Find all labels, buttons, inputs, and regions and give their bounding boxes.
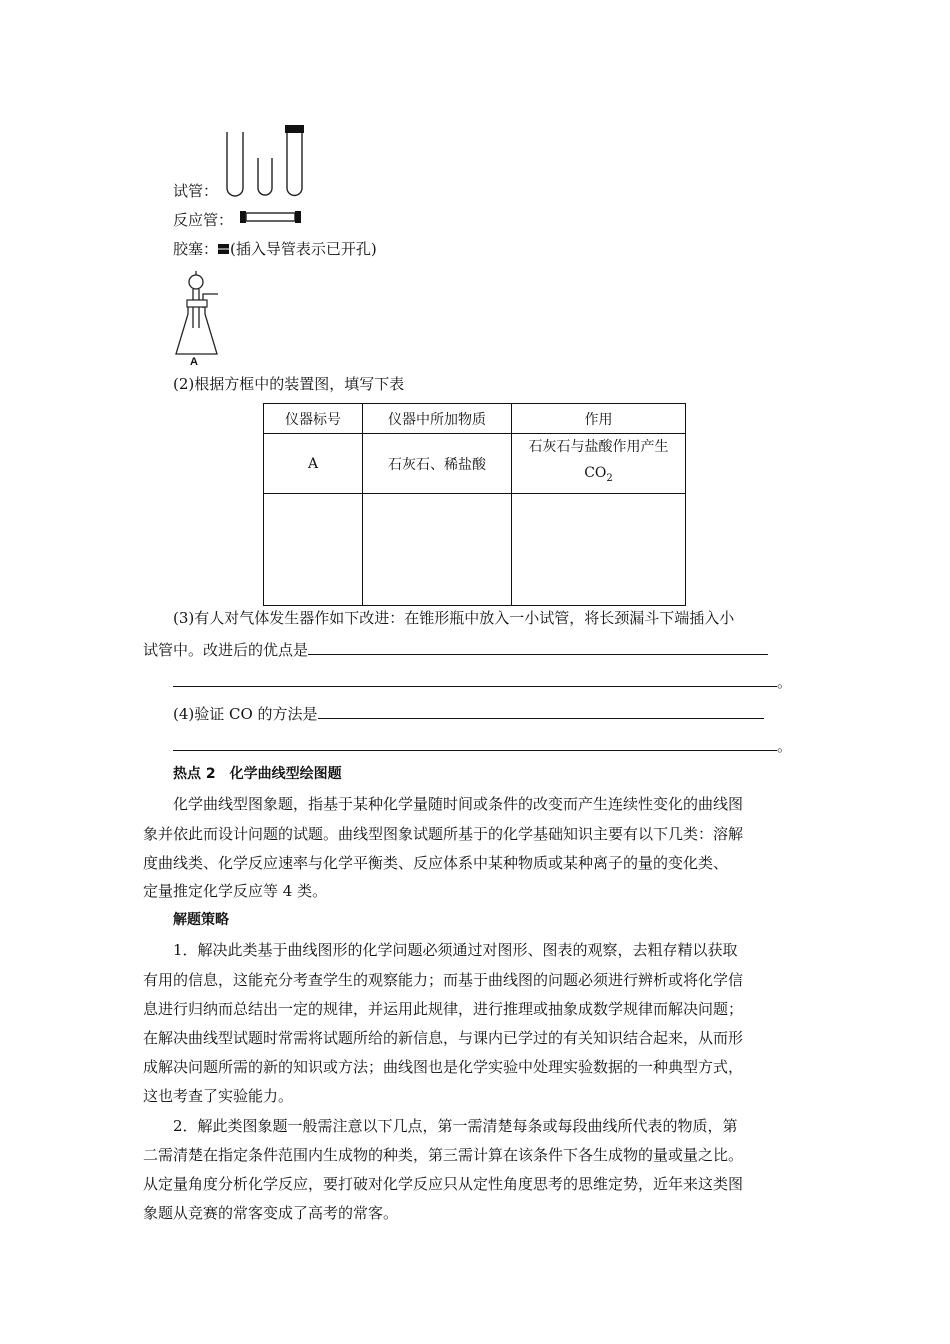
strategy1-line: 息进行归纳而总结出一定的规律，并运用此规律，进行推理或抽象成数学规律而解决问题；: [143, 1000, 744, 1018]
strategy2-line: 二需清楚在指定条件范围内生成物的种类，第三需计算在该条件下各生成物的量或量之比。: [143, 1146, 744, 1164]
paragraph-line: 定量推定化学反应等 4 类。: [143, 882, 328, 900]
stopper-label: 胶塞：: [173, 240, 219, 258]
table-row-empty: [264, 494, 686, 606]
reaction-tube-icon: [240, 209, 302, 225]
paragraph-line: 度曲线类、化学反应速率与化学平衡类、反应体系中某种物质或某种离子的量的变化类、: [143, 854, 729, 872]
strategy2-line: 象题从竞赛的常客变成了高考的常客。: [143, 1204, 399, 1222]
strategy1-line: 在解决曲线型试题时常需将试题所给的新信息，与课内已学过的有关知识结合起来，从而形: [143, 1029, 744, 1047]
paragraph-line: 化学曲线型图象题，指基于某种化学量随时间或条件的改变而产生连续性变化的曲线图: [173, 795, 744, 813]
row-substance: 石灰石、稀盐酸: [363, 434, 512, 494]
test-tubes-icon: [222, 122, 307, 198]
paragraph-line: 象并依此而设计问题的试题。曲线型图象试题所基于的化学基础知识主要有以下几类：溶解: [143, 825, 744, 843]
q4-answer-blank-1[interactable]: [318, 704, 764, 719]
strategy1-line: 有用的信息，这能充分考查学生的观察能力；而基于曲线图的问题必须进行辨析或将化学信: [143, 971, 744, 989]
q3-answer-blank-2[interactable]: [173, 672, 777, 687]
conical-flask-icon: [174, 270, 224, 370]
header-purpose: 作用: [512, 404, 686, 434]
stopper-line: [173, 238, 377, 259]
q3-line2: [143, 640, 808, 660]
blank-substance-cell[interactable]: [363, 494, 512, 606]
blank-id-cell[interactable]: [264, 494, 363, 606]
q2-prompt: (2)根据方框中的装置图，填写下表: [173, 375, 405, 393]
row-purpose-sub: 2: [606, 472, 613, 484]
table-header-row: [264, 404, 686, 434]
strategy1-line: 成解决问题所需的新的知识或方法；曲线图也是化学实验中处理实验数据的一种典型方式，: [143, 1058, 744, 1076]
stopper-note: (插入导管表示已开孔): [230, 240, 377, 258]
reaction-tube-label: 反应管：: [173, 211, 234, 229]
strategy1-line: 1．解决此类基于曲线图形的化学问题必须通过对图形、图表的观察，去粗存精以获取: [173, 941, 738, 959]
strategy2-line: 从定量角度分析化学反应，要打破对化学反应只从定性角度思考的思维定势，近年来这类图: [143, 1175, 744, 1193]
q4-line1: [173, 704, 838, 724]
apparatus-table: [263, 403, 686, 606]
q3-answer-blank-1[interactable]: [308, 640, 768, 655]
flask-label: A: [190, 356, 198, 368]
row-purpose-text: 石灰石与盐酸作用产生 CO: [528, 439, 669, 481]
strategy-title: 解题策略: [173, 912, 229, 928]
q3-line1: (3)有人对气体发生器作如下改进：在锥形瓶中放入一小试管，将长颈漏斗下端插入小: [173, 609, 735, 627]
row-id: A: [264, 434, 363, 494]
q4-end-mark: 。: [777, 737, 793, 755]
stopper-icon: [218, 243, 230, 255]
strategy1-line: 这也考查了实验能力。: [143, 1087, 294, 1105]
q4-answer-blank-2[interactable]: [173, 736, 777, 751]
header-id: 仪器标号: [264, 404, 363, 434]
q3-end-mark: 。: [777, 673, 793, 691]
q4-line1-text: (4)验证 CO 的方法是: [173, 705, 318, 723]
blank-purpose-cell[interactable]: [512, 494, 686, 606]
hotspot-title: 热点 2 化学曲线型绘图题: [173, 766, 342, 782]
header-substance: 仪器中所加物质: [363, 404, 512, 434]
strategy2-line: 2．解此类图象题一般需注意以下几点，第一需清楚每条或每段曲线所代表的物质，第: [173, 1117, 738, 1135]
test-tube-label: 试管：: [173, 182, 219, 200]
row-purpose: [512, 434, 686, 494]
q3-line2-text: 试管中。改进后的优点是: [143, 641, 309, 659]
q3-line3: [173, 672, 838, 692]
table-row: [264, 434, 686, 494]
q4-line2: [173, 736, 838, 756]
